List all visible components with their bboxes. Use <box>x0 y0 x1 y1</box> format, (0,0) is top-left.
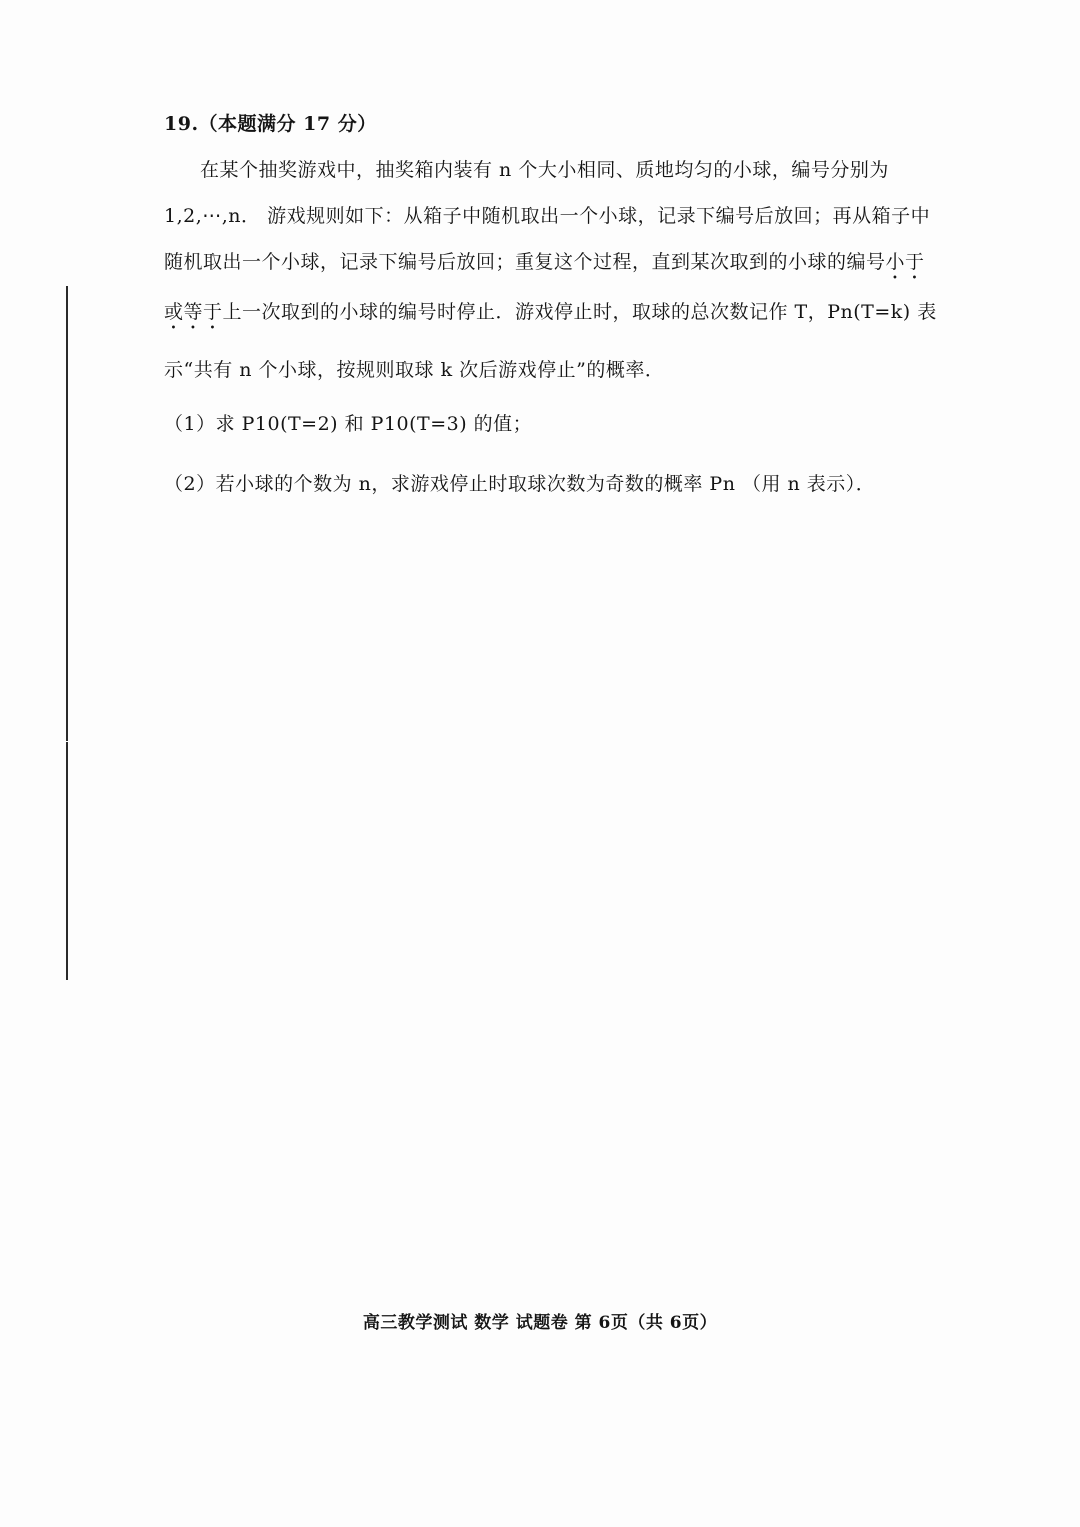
problem-text-line-2: 1,2,⋯,n． 游戏规则如下：从箱子中随机取出一个小球，记录下编号后放回；再从箱子中 <box>164 205 931 227</box>
part-1: （1）求 P10(T=2) 和 P10(T=3) 的值； <box>164 413 533 435</box>
probability-notation: Pn(T=k) 表 <box>827 301 937 323</box>
problem-text-line-4 <box>164 298 937 334</box>
problem-text-line-3 <box>164 248 925 284</box>
part-2: （2）若小球的个数为 n，求游戏停止时取球次数为奇数的概率 Pn （用 n 表示）． <box>164 473 876 495</box>
question-heading: 19.（本题满分 17 分） <box>164 113 377 135</box>
text-span: 随机取出一个小球，记录下编号后放回；重复这个过程，直到某次取到的小球的编号 <box>164 251 886 273</box>
binding-margin-line-lower <box>66 742 68 980</box>
page-footer: 高三教学测试 数学 试题卷 第 6页（共 6页） <box>362 1313 718 1333</box>
text-span: 上一次取到的小球的编号时停止．游戏停止时，取球的总次数记作 T， <box>222 301 828 323</box>
problem-text-line-1: 在某个抽奖游戏中，抽奖箱内装有 n 个大小相同、质地均匀的小球，编号分别为 <box>200 159 889 181</box>
emphasized-text: 小于 <box>885 251 925 273</box>
binding-margin-line <box>66 286 68 741</box>
problem-text-line-5: 示“共有 n 个小球，按规则取球 k 次后游戏停止”的概率． <box>164 359 665 381</box>
emphasized-text: 或等于 <box>164 301 223 323</box>
